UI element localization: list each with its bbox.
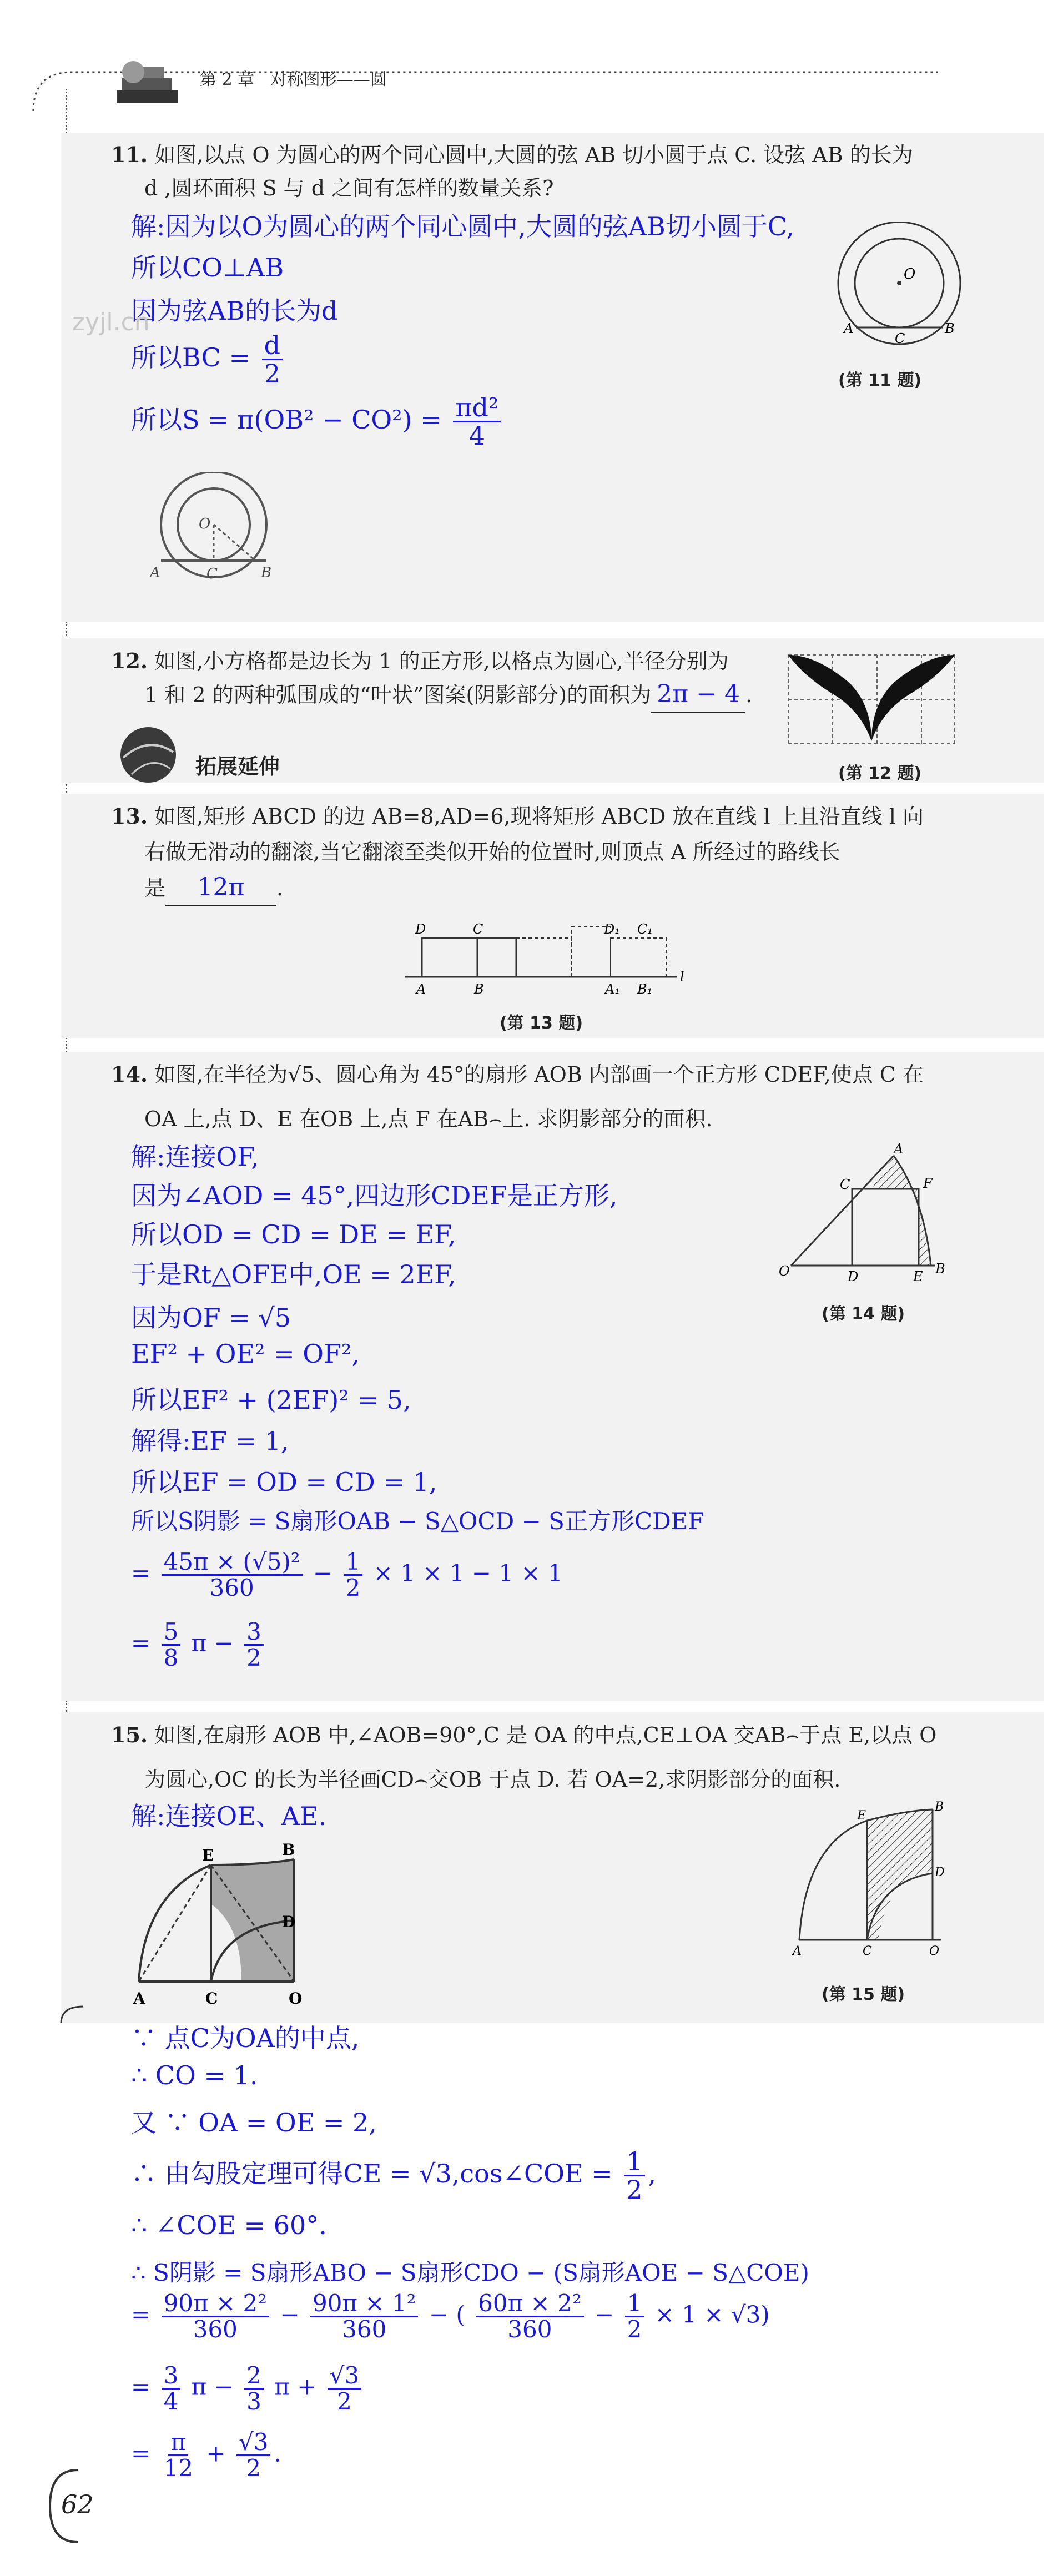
q11-frac-d2: $\frac{d}{2}$ <box>262 332 283 387</box>
svg-text:D: D <box>415 921 426 937</box>
header-books-icon <box>22 33 1044 117</box>
svg-text:B: B <box>945 321 955 336</box>
q13-line1: 13. 如图,矩形 ABCD 的边 AB=8,AD=6,现将矩形 ABCD 放在直线 l 上且沿直线 l 向 <box>111 804 924 829</box>
q15-line1: 15. 如图,在扇形 AOB 中,∠AOB=90°,C 是 OA 的中点,CE⊥OA 交AB⌢于点 E,以点 O <box>111 1722 937 1747</box>
q12-answer: 2π − 4 <box>651 677 745 713</box>
q14-ans-2: 所以OD = CD = DE = EF, <box>131 1219 456 1249</box>
header-chapter: 第 2 章 对称图形——圆 <box>200 70 387 89</box>
svg-text:B: B <box>935 1800 944 1814</box>
q11-ans-3: 所以BC = $\frac{d}{2}$ <box>131 332 286 387</box>
q14-ans-7: 解得:EF = 1, <box>131 1426 289 1456</box>
q14-ans-5: EF² + OE² = OF², <box>131 1339 360 1369</box>
q11-answer-sketch <box>150 472 283 583</box>
svg-text:E: E <box>913 1269 923 1284</box>
svg-text:C: C <box>206 566 218 582</box>
svg-text:F: F <box>923 1176 933 1191</box>
svg-text:A₁: A₁ <box>605 981 620 997</box>
section-title: 拓展延伸 <box>195 754 280 779</box>
q15-ans-3: ∴ 由勾股定理可得CE = √3,cos∠COE = $\frac{1}{2}$ , <box>131 2146 657 2205</box>
q12-line1: 12. 如图,小方格都是边长为 1 的正方形,以格点为圆心,半径分别为 <box>111 648 729 673</box>
q15-ans-2: 又 ∵ OA = OE = 2, <box>131 2108 377 2138</box>
q14-figure <box>774 1143 963 1288</box>
q11-ans-1: 所以CO⊥AB <box>131 253 284 283</box>
svg-text:A: A <box>844 321 854 336</box>
svg-text:D: D <box>282 1913 296 1931</box>
svg-text:E: E <box>202 1846 214 1864</box>
svg-text:B: B <box>474 981 484 997</box>
q14-ans-8: 所以EF = OD = CD = 1, <box>131 1467 437 1497</box>
q15-calc-1: = $\frac{\text{90π × 2²}}{360}$ − $\frac{\text{90π × 1²}}{360}$ − ( $\frac{\text{60π × 2²}}{360}$ − $\frac{1}{2}$ × 1 × √3) <box>131 2290 770 2343</box>
q15-ans-4: ∴ ∠COE = 60°. <box>131 2210 327 2240</box>
q13-line2: 右做无滑动的翻滚,当它翻滚至类似开始的位置时,则顶点 A 所经过的路线长 <box>144 840 840 864</box>
q12-figure <box>783 649 960 749</box>
q15-answer-sketch <box>133 1843 316 2009</box>
q11-frac-pid2-4: $\frac{\text{πd²}}{4}$ <box>453 394 501 450</box>
svg-text:A: A <box>894 1143 904 1157</box>
svg-text:B: B <box>261 564 272 581</box>
svg-text:B₁: B₁ <box>637 981 653 997</box>
q11-line2: d ,圆环面积 S 与 d 之间有怎样的数量关系? <box>144 176 554 200</box>
q13-figure <box>400 916 688 999</box>
q14-calc-2: = $\frac{5}{8}$ π − $\frac{3}{2}$ <box>131 1620 267 1670</box>
watermark: zyjl.cn <box>72 308 150 336</box>
q15-calc-2: = $\frac{3}{4}$ π − $\frac{2}{3}$ π + $\frac{√3}{2}$ <box>131 2363 365 2414</box>
q15-line2: 为圆心,OC 的长为半径画CD⌢交OB 于点 D. 若 OA=2,求阴影部分的面积. <box>144 1767 841 1792</box>
q15-ans-first: 解:连接OE、AE. <box>131 1801 327 1831</box>
q14-line2: OA 上,点 D、E 在OB 上,点 F 在AB⌢上. 求阴影部分的面积. <box>144 1107 713 1131</box>
q11-figure <box>822 222 977 350</box>
q15-bracket-mark <box>56 2004 89 2026</box>
q15-ans-1: ∴ CO = 1. <box>131 2060 258 2090</box>
section-globe-icon <box>118 724 179 785</box>
svg-text:C: C <box>473 921 483 937</box>
page-number: 62 <box>61 2489 94 2519</box>
q13-line3: 是 12π . <box>144 870 283 906</box>
svg-text:D: D <box>935 1866 945 1879</box>
q14-ans-9: 所以S阴影 = S扇形OAB − S△OCD − S正方形CDEF <box>131 1508 704 1535</box>
q11-caption: (第 11 题) <box>838 371 922 390</box>
q14-line1: 14. 如图,在半径为√5、圆心角为 45°的扇形 AOB 内部画一个正方形 CDEF,使点 C 在 <box>111 1062 924 1087</box>
q14-caption: (第 14 题) <box>822 1304 905 1324</box>
q14-ans-0: 解:连接OF, <box>131 1142 259 1172</box>
q14-ans-3: 于是Rt△OFE中,OE = 2EF, <box>131 1259 456 1289</box>
svg-text:C: C <box>205 1989 218 2008</box>
svg-text:D₁: D₁ <box>604 921 620 937</box>
svg-text:A: A <box>133 1989 145 2008</box>
q12-caption: (第 12 题) <box>838 764 922 783</box>
svg-text:A: A <box>416 981 426 997</box>
svg-text:O: O <box>779 1263 790 1279</box>
svg-text:O: O <box>199 516 211 532</box>
svg-text:C: C <box>895 331 905 346</box>
q13-caption: (第 13 题) <box>500 1014 583 1033</box>
svg-text:D: D <box>848 1269 859 1284</box>
svg-text:C: C <box>840 1177 850 1192</box>
svg-text:O: O <box>289 1989 303 2008</box>
svg-text:O: O <box>904 266 916 283</box>
q15-ans-5: ∴ S阴影 = S扇形ABO − S扇形CDO − (S扇形AOE − S△COE) <box>131 2259 809 2286</box>
q13-answer: 12π <box>165 870 276 906</box>
svg-text:A: A <box>150 564 160 581</box>
q11-ans-2: 因为弦AB的长为d <box>131 296 338 326</box>
q14-ans-4: 因为OF = √5 <box>131 1303 291 1333</box>
q12-line2: 1 和 2 的两种弧围成的“叶状”图案(阴影部分)的面积为 2π − 4 . <box>144 677 752 713</box>
svg-text:C: C <box>863 1944 872 1958</box>
q15-caption: (第 15 题) <box>822 1985 905 2004</box>
svg-text:O: O <box>929 1944 940 1958</box>
q14-calc-1: = $\frac{\text{45π × (√5)²}}{360}$ − $\frac{1}{2}$ × 1 × 1 − 1 × 1 <box>131 1548 563 1602</box>
q11-line1: 11. 如图,以点 O 为圆心的两个同心圆中,大圆的弦 AB 切小圆于点 C. 设弦 AB 的长为 <box>111 142 913 167</box>
svg-text:l: l <box>680 969 684 985</box>
q15-figure <box>788 1798 966 1959</box>
svg-text:B: B <box>935 1261 945 1277</box>
q14-ans-6: 所以EF² + (2EF)² = 5, <box>131 1385 411 1415</box>
q15-calc-3: = $\frac{\pi}{12}$ + $\frac{√3}{2}$ . <box>131 2428 281 2482</box>
q11-ans-s: 所以S = π(OB² − CO²) = $\frac{\text{πd²}}{4}$ <box>131 394 504 450</box>
svg-text:C₁: C₁ <box>637 921 653 937</box>
q11-ans-0: 解:因为以O为圆心的两个同心圆中,大圆的弦AB切小圆于C, <box>131 211 795 241</box>
svg-text:A: A <box>793 1944 802 1958</box>
svg-text:B: B <box>282 1843 295 1859</box>
svg-text:E: E <box>857 1809 866 1823</box>
q15-ans-0: ∵ 点C为OA的中点, <box>131 2023 360 2053</box>
header-decoration <box>22 33 1044 117</box>
q14-ans-1: 因为∠AOD = 45°,四边形CDEF是正方形, <box>131 1181 618 1211</box>
